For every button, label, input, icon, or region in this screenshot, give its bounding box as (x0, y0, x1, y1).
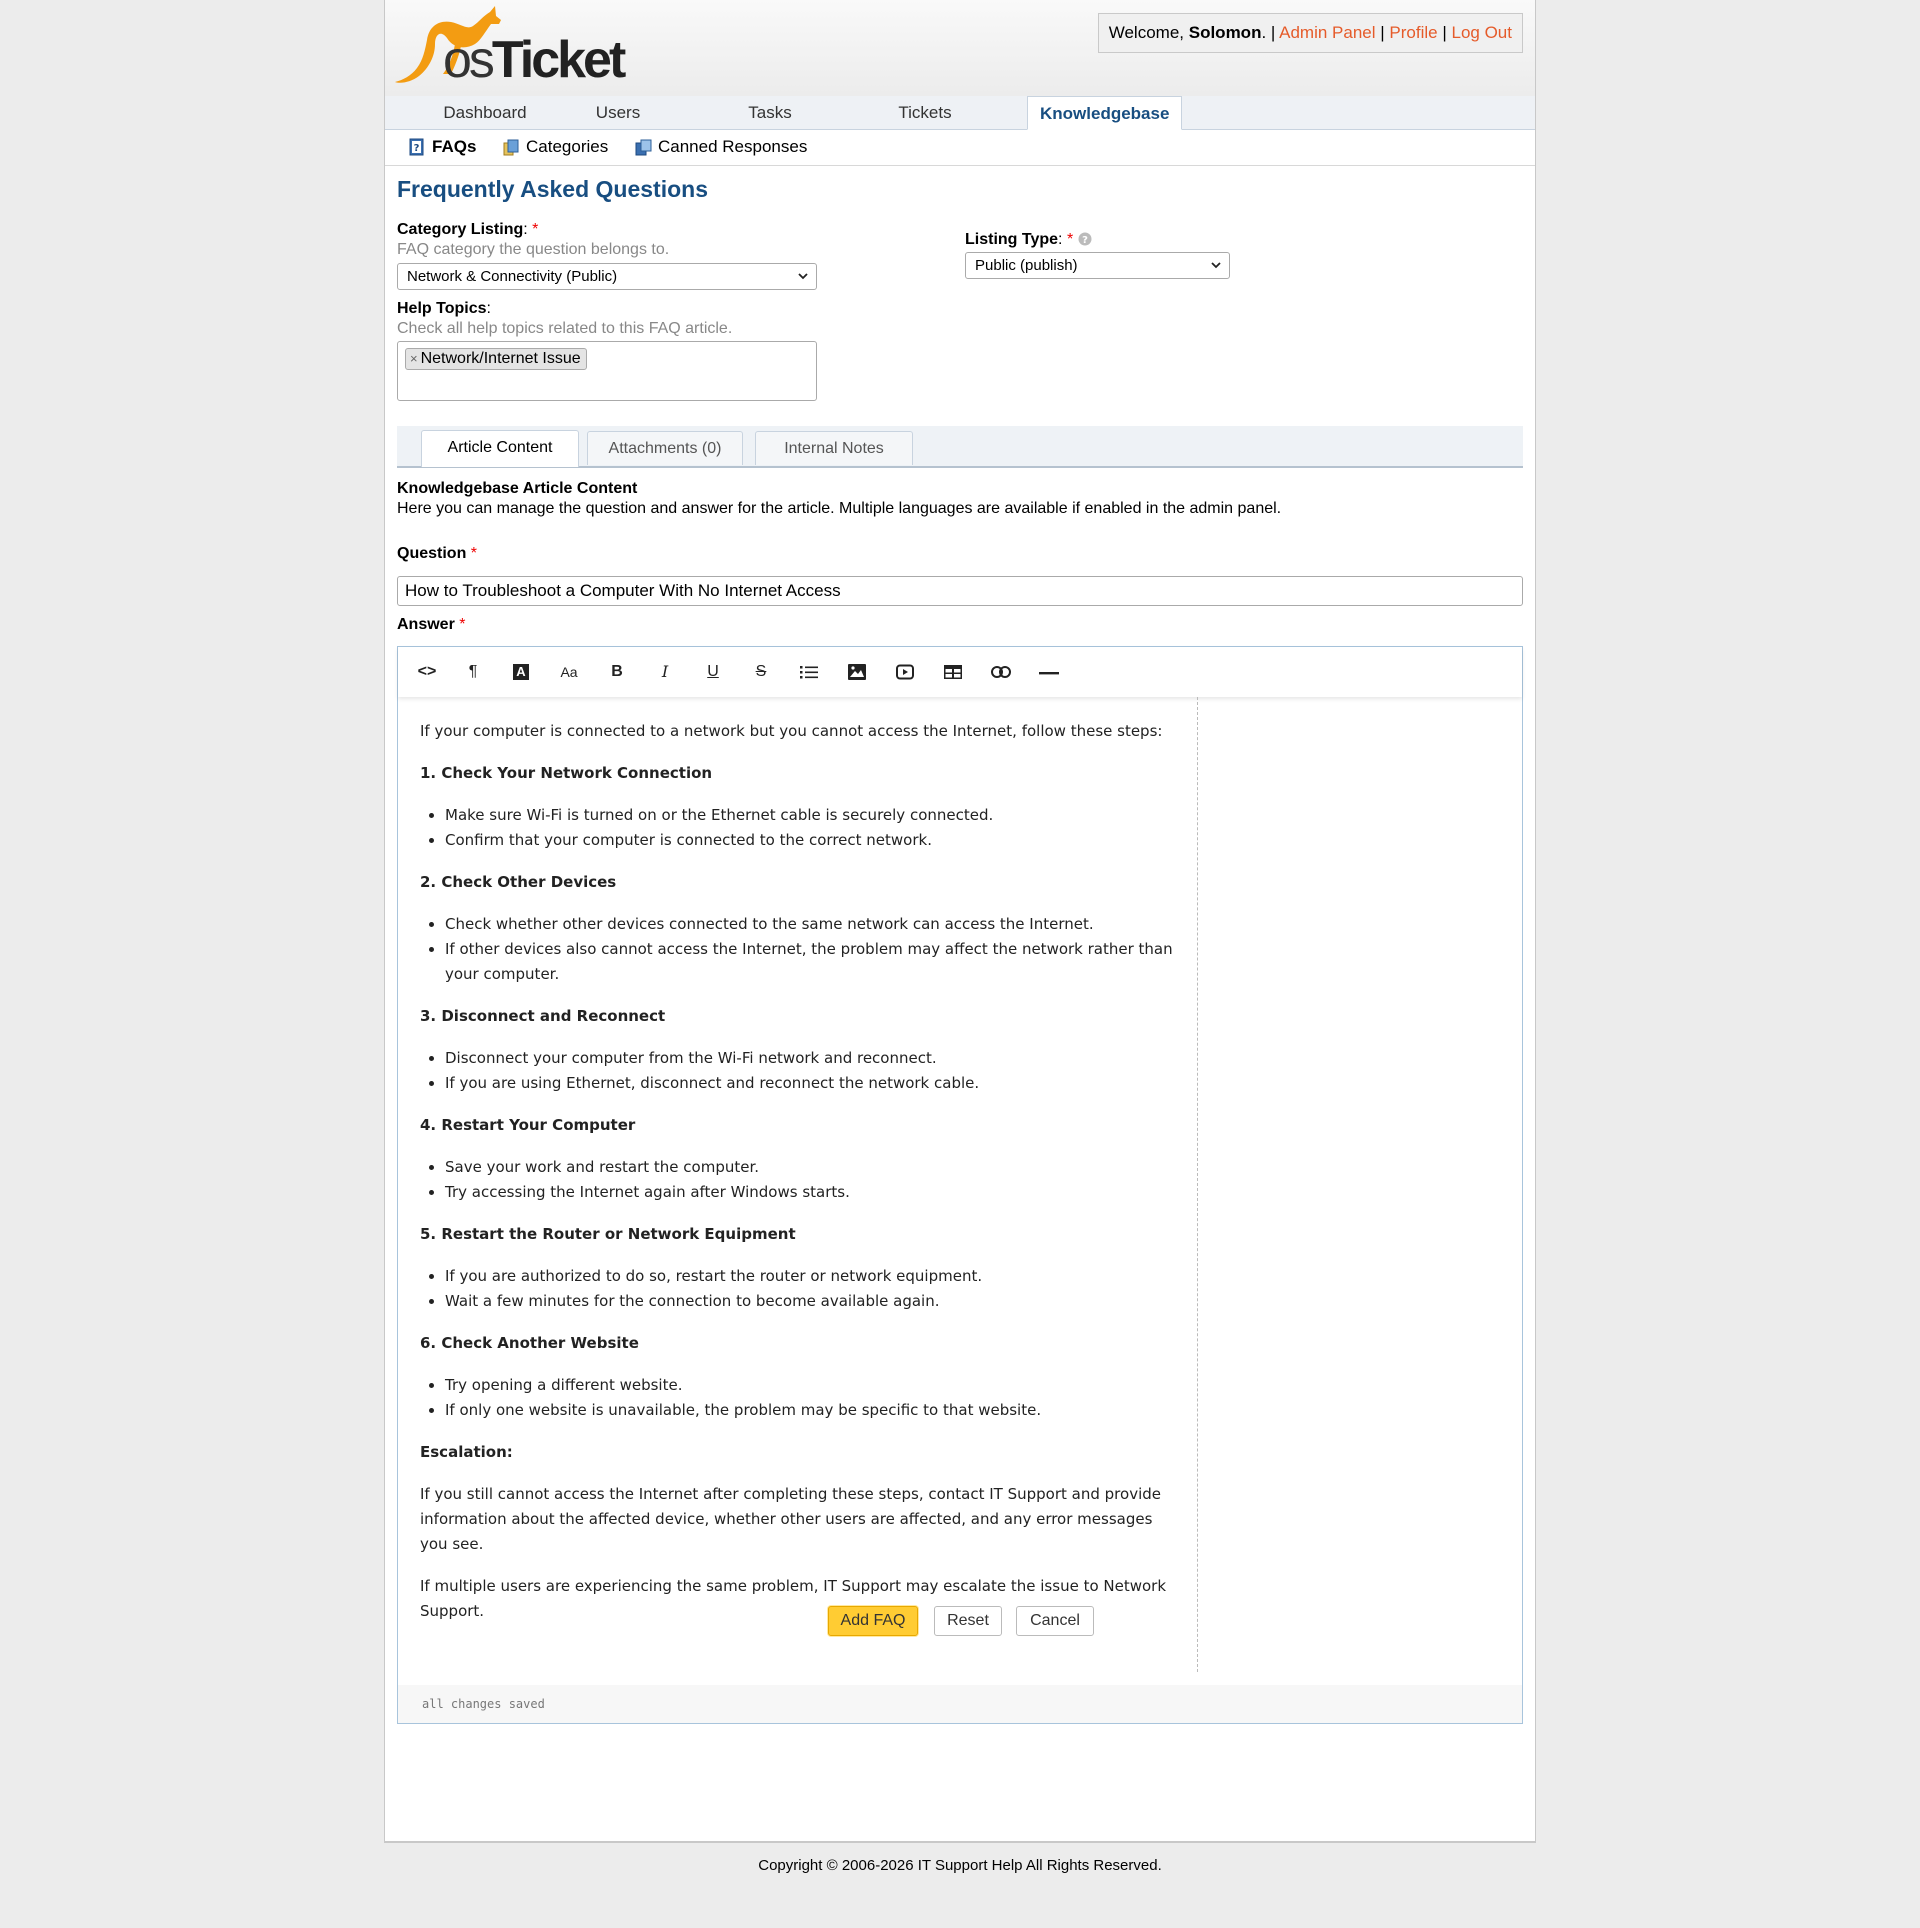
svg-text:?: ? (1081, 235, 1088, 246)
help-topics-label: Help Topics (397, 300, 487, 317)
font-color-button[interactable] (508, 661, 534, 683)
answer-editor (397, 646, 1523, 1724)
bold-button[interactable]: B (611, 663, 623, 680)
category-label-row (397, 221, 538, 239)
logo-text: osTicket (443, 31, 624, 89)
horizontal-rule-button[interactable] (1036, 661, 1062, 683)
link-icon (991, 666, 1011, 678)
profile-link[interactable]: Profile (1389, 23, 1438, 42)
answer-list (420, 1373, 1175, 1423)
separator: | (1442, 23, 1447, 42)
osticket-logo[interactable] (395, 4, 635, 88)
answer-list (420, 1155, 1175, 1205)
required-mark: * (532, 221, 539, 238)
answer-heading: 4. Restart Your Computer (420, 1116, 636, 1134)
underline-button[interactable]: U (707, 663, 719, 680)
subnav-faqs-label: FAQs (432, 137, 477, 156)
reset-button[interactable]: Reset (934, 1606, 1002, 1636)
tab-knowledgebase[interactable]: Knowledgebase (1027, 96, 1182, 130)
chevron-down-icon (798, 271, 808, 281)
section-description: Here you can manage the question and answer for the article. Multiple languages are available if enabled in the admin panel. (397, 500, 1282, 517)
answer-heading: 6. Check Another Website (420, 1334, 639, 1352)
help-topics-colon: : (486, 300, 491, 317)
category-label: Category Listing (397, 221, 524, 238)
user-name: Solomon (1188, 23, 1262, 42)
logout-link[interactable]: Log Out (1451, 23, 1512, 42)
chip-label: Network/Internet Issue (420, 350, 581, 367)
list-item: • Wait a few minutes for the connection to become available again. (445, 1289, 1175, 1314)
svg-text:?: ? (413, 143, 420, 154)
answer-list (420, 1264, 1175, 1314)
italic-button[interactable]: I (661, 662, 669, 681)
category-hint: FAQ category the question belongs to. (397, 241, 670, 258)
list-item: • If other devices also cannot access the Internet, the problem may affect the network rather than your computer. (445, 937, 1175, 987)
answer-paragraph: If you still cannot access the Internet after completing these steps, contact IT Support and provide information about the affected device, whether other users are affected, and any error messages you see. (420, 1485, 1161, 1553)
main-nav (385, 96, 1535, 130)
faq-icon (409, 138, 426, 156)
strikethrough-button[interactable]: S (755, 663, 767, 680)
html-button[interactable]: <> (417, 663, 437, 680)
list-item: • Try opening a different website. (445, 1373, 1175, 1398)
help-topics-label-row (397, 300, 491, 318)
admin-panel-link[interactable]: Admin Panel (1279, 23, 1376, 42)
format-button[interactable]: ¶ (468, 663, 478, 680)
answer-paragraph: If your computer is connected to a network but you cannot access the Internet, follow these steps: (420, 722, 1163, 740)
tab-internal-notes[interactable]: Internal Notes (755, 431, 913, 465)
question-input[interactable]: How to Troubleshoot a Computer With No Internet Access (397, 576, 1523, 606)
subnav-faqs[interactable] (409, 137, 476, 157)
editor-toolbar (398, 647, 1522, 697)
tab-users[interactable]: Users (595, 103, 641, 122)
tab-article-content[interactable]: Article Content (421, 430, 579, 467)
help-topic-chip (405, 348, 587, 370)
answer-label: Answer (397, 616, 455, 633)
answer-heading: 3. Disconnect and Reconnect (420, 1007, 666, 1025)
answer-heading: 2. Check Other Devices (420, 873, 617, 891)
subnav-categories-label: Categories (526, 137, 609, 156)
footer-copyright: Copyright © 2006-2026 IT Support Help All Rights Reserved. (758, 1857, 1162, 1874)
separator: | (1270, 23, 1276, 42)
header (385, 0, 1535, 97)
tab-tickets[interactable]: Tickets (898, 103, 952, 122)
answer-list (420, 912, 1175, 987)
subnav-categories[interactable] (503, 137, 608, 157)
help-topics-multiselect[interactable] (397, 341, 817, 401)
tab-tasks[interactable]: Tasks (748, 103, 792, 122)
list-item: • If only one website is unavailable, the problem may be specific to that website. (445, 1398, 1175, 1423)
list-button[interactable] (796, 661, 822, 683)
subnav-canned-responses[interactable] (635, 137, 807, 157)
subnav-canned-responses-label: Canned Responses (658, 137, 808, 156)
required-mark: * (1066, 231, 1074, 248)
font-color-icon: A (513, 664, 529, 680)
user-info (1098, 13, 1523, 53)
help-icon[interactable] (1078, 232, 1092, 246)
table-icon (944, 665, 962, 679)
required-mark: * (459, 616, 466, 633)
image-icon (848, 664, 866, 680)
list-item: • Check whether other devices connected to the same network can access the Internet. (445, 912, 1175, 937)
chevron-down-icon (1211, 260, 1221, 270)
list-item: • If you are authorized to do so, restart the router or network equipment. (445, 1264, 1175, 1289)
answer-list (420, 1046, 1175, 1096)
add-faq-button[interactable]: Add FAQ (828, 1606, 918, 1636)
video-button[interactable] (892, 661, 918, 683)
list-item: • Save your work and restart the computer. (445, 1155, 1175, 1180)
separator: | (1380, 23, 1385, 42)
list-icon (800, 665, 818, 679)
cancel-button[interactable]: Cancel (1016, 1606, 1094, 1636)
sub-nav (385, 130, 1535, 166)
welcome-suffix: . (1261, 23, 1267, 42)
section-title: Knowledgebase Article Content (397, 480, 638, 497)
horizontal-rule-icon (1039, 672, 1059, 676)
answer-list (420, 803, 1175, 853)
canned-responses-icon (635, 138, 652, 156)
question-label: Question (397, 545, 467, 562)
category-select-value: Network & Connectivity (Public) (407, 268, 618, 285)
font-size-button[interactable]: Aa (560, 664, 578, 680)
question-label-row (397, 545, 477, 563)
answer-heading: 5. Restart the Router or Network Equipment (420, 1225, 796, 1243)
answer-label-row (397, 616, 465, 634)
category-colon: : (523, 221, 528, 238)
listing-type-label-row (965, 231, 1092, 249)
category-select[interactable] (397, 263, 817, 290)
table-button[interactable] (940, 661, 966, 683)
video-icon (896, 664, 914, 680)
help-topics-hint: Check all help topics related to this FAQ article. (397, 320, 733, 337)
required-mark: * (470, 545, 478, 562)
tab-attachments[interactable]: Attachments (0) (587, 431, 743, 465)
listing-type-colon: : (1058, 231, 1063, 248)
answer-paragraph: If multiple users are experiencing the same problem, IT Support may escalate the issue to Network Support. (420, 1577, 1167, 1620)
article-tabs (397, 426, 1523, 468)
list-item: • If you are using Ethernet, disconnect and reconnect the network cable. (445, 1071, 1175, 1096)
page-container (384, 0, 1536, 1843)
image-button[interactable] (844, 661, 870, 683)
list-item: • Confirm that your computer is connected to the correct network. (445, 828, 1175, 853)
chip-remove-icon[interactable]: × (410, 351, 418, 366)
list-item: • Make sure Wi-Fi is turned on or the Ethernet cable is securely connected. (445, 803, 1175, 828)
list-item: • Try accessing the Internet again after Windows starts. (445, 1180, 1175, 1205)
answer-content-area[interactable] (398, 697, 1198, 1672)
listing-type-label: Listing Type (965, 231, 1059, 248)
listing-type-select[interactable] (965, 252, 1230, 279)
answer-heading: 1. Check Your Network Connection (420, 764, 713, 782)
tab-dashboard[interactable]: Dashboard (443, 103, 527, 122)
answer-heading: Escalation: (420, 1443, 513, 1461)
link-button[interactable] (988, 661, 1014, 683)
listing-type-value: Public (publish) (975, 257, 1078, 274)
page-title: Frequently Asked Questions (397, 176, 708, 202)
editor-status: all changes saved (398, 1685, 1522, 1723)
welcome-text: Welcome, (1108, 23, 1189, 42)
list-item: • Disconnect your computer from the Wi-Fi network and reconnect. (445, 1046, 1175, 1071)
categories-icon (503, 138, 520, 156)
